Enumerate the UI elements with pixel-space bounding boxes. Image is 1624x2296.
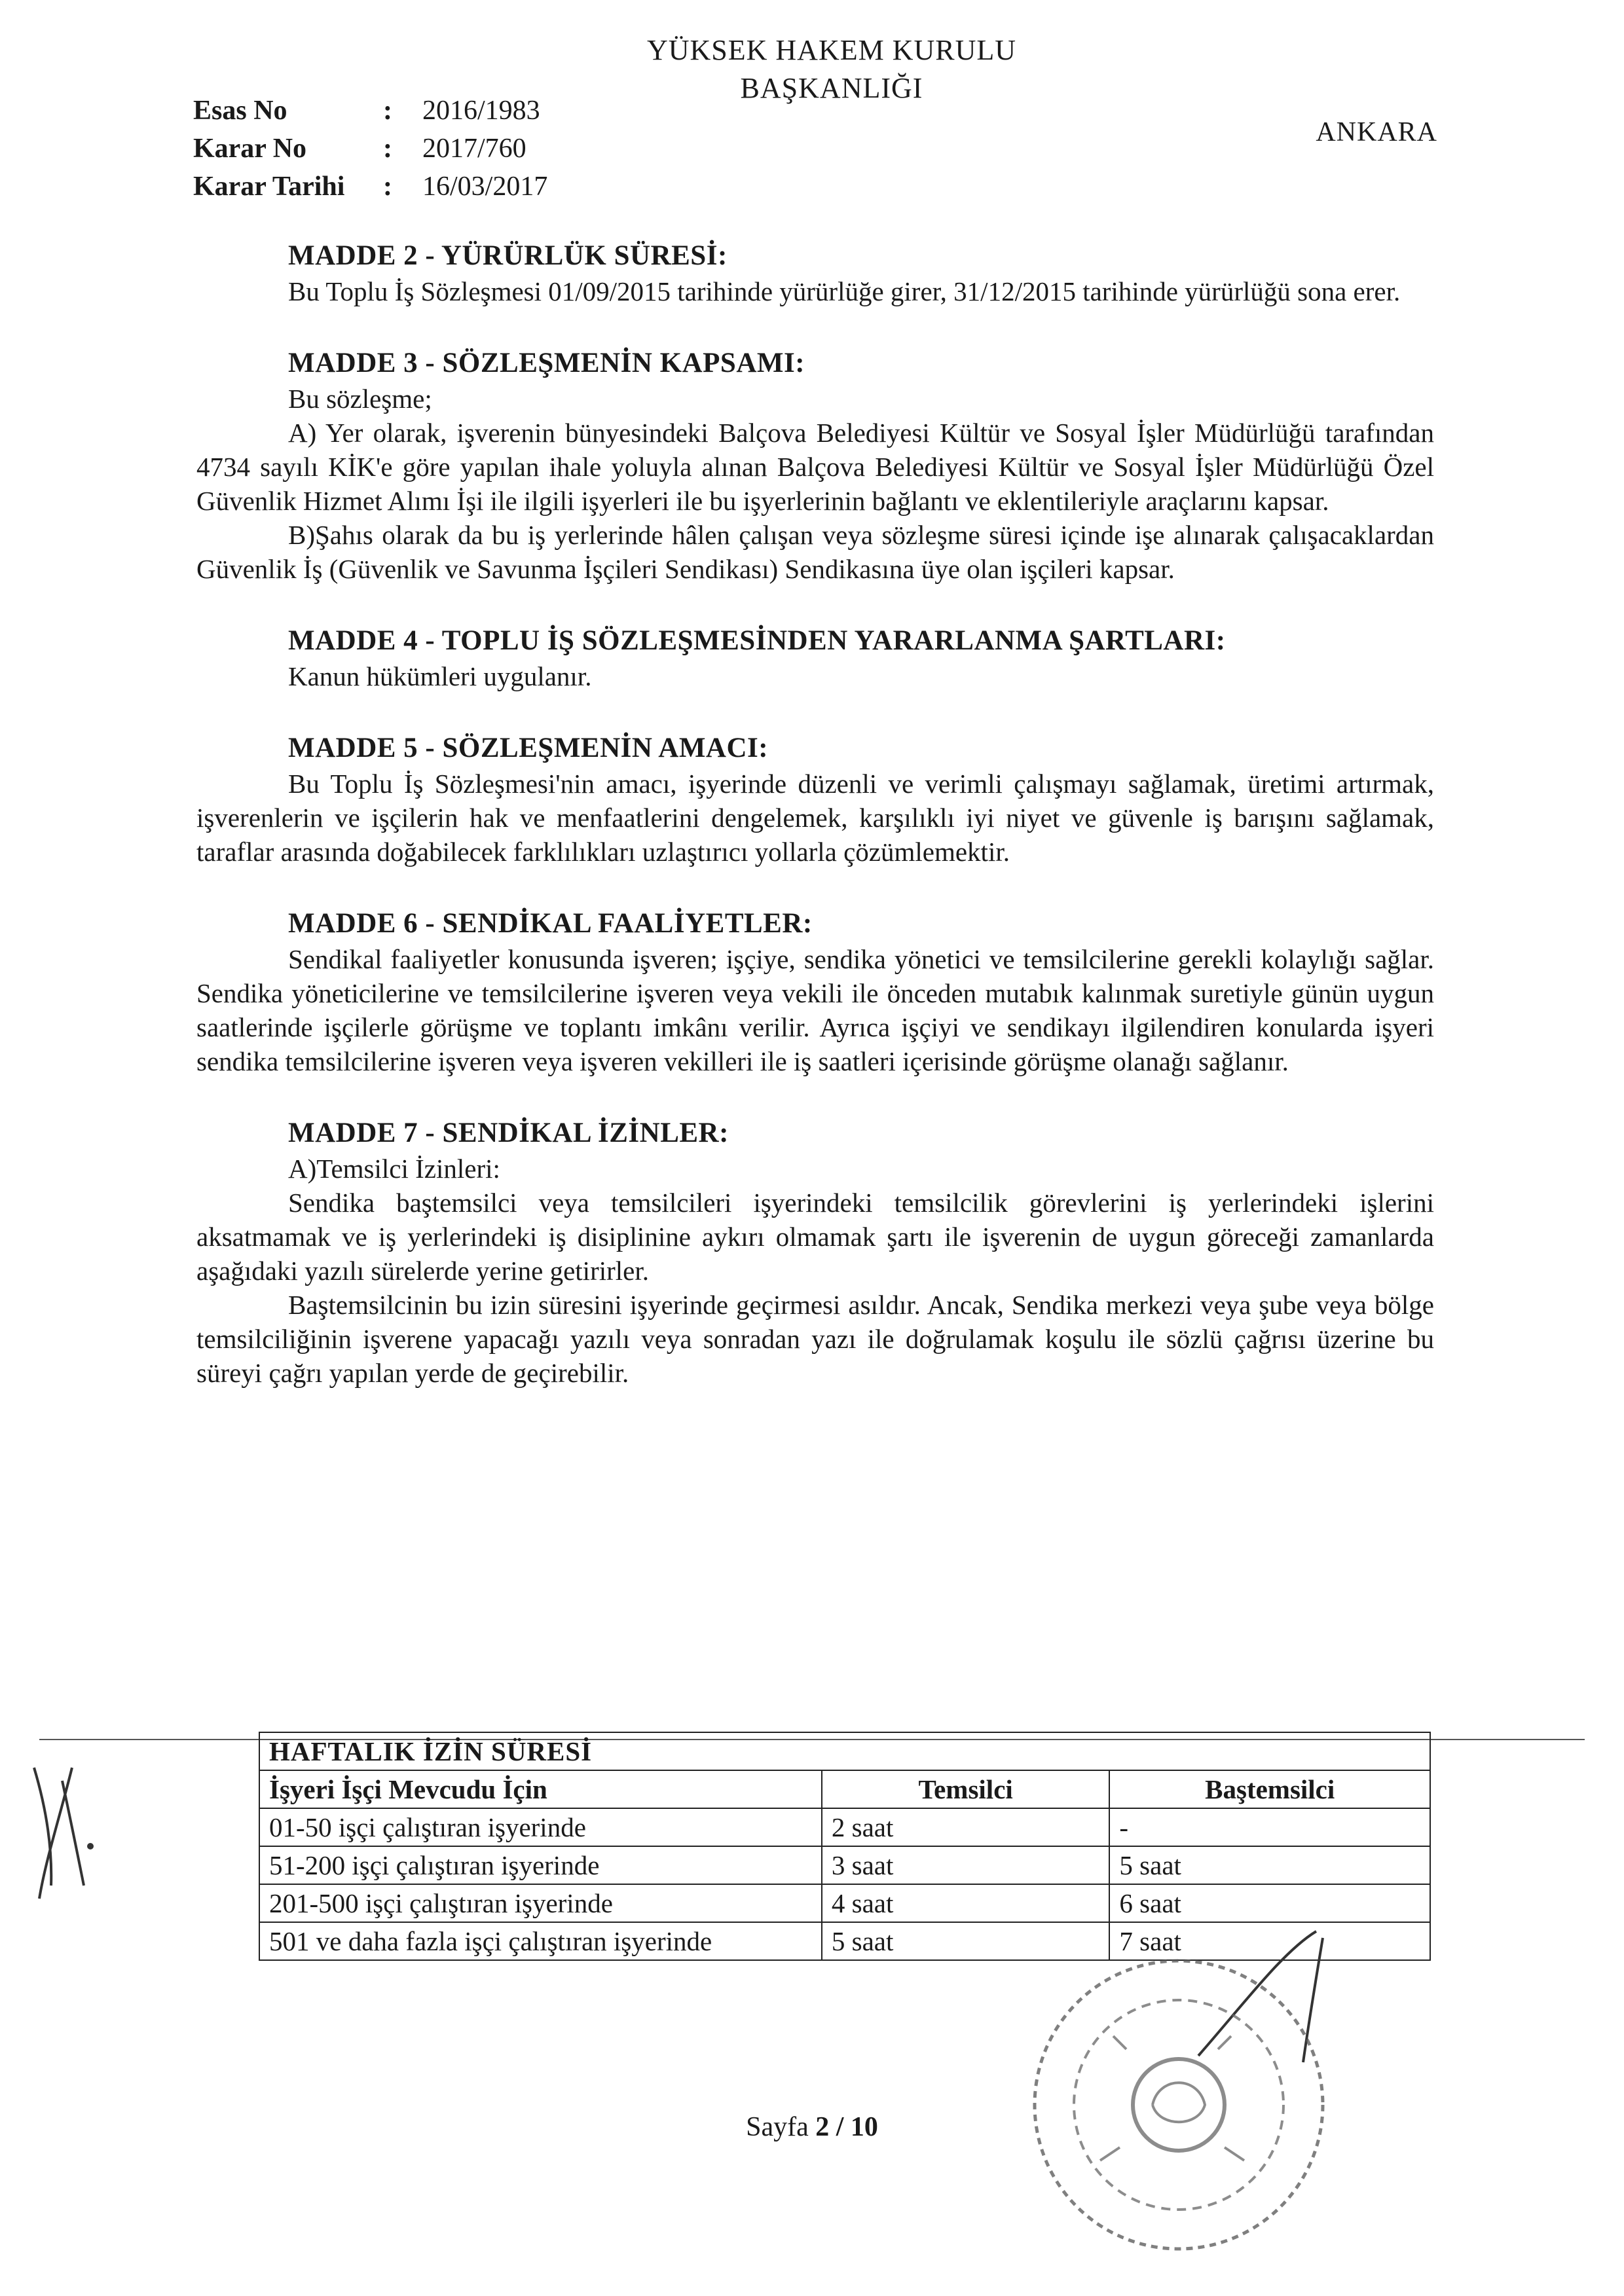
table-header-cell: İşyeri İşçi Mevcudu İçin xyxy=(259,1770,822,1808)
meta-row-tarih xyxy=(193,168,547,206)
page-footer xyxy=(0,2111,1624,2143)
table-cell: 6 saat xyxy=(1109,1884,1430,1922)
meta-row-karar xyxy=(193,130,547,168)
meta-key: Karar No xyxy=(193,134,307,164)
article-paragraph: Bu sözleşme; xyxy=(288,384,432,414)
table-cell: - xyxy=(1109,1808,1430,1846)
article-title: MADDE 3 - SÖZLEŞMENİN KAPSAMI: xyxy=(288,348,805,378)
article-title: MADDE 5 - SÖZLEŞMENİN AMACI: xyxy=(288,733,769,763)
table-cell: 201-500 işçi çalıştıran işyerinde xyxy=(259,1884,822,1922)
article-paragraph: Bu Toplu İş Sözleşmesi'nin amacı, işyerinde düzenli ve verimli çalışmayı sağlamak, üretimi artırmak, işverenlerin ve işçilerin hak ve menfaatlerini dengelemek, karşılıklı iyi niyet ve güvenle iş barışını sağlamak, taraflar arasında doğabilecek farklılıkları uzlaştırıcı yollarla çözümlemektir. xyxy=(196,769,1434,867)
meta-value: 2016/1983 xyxy=(422,96,540,126)
meta-value: 2017/760 xyxy=(422,134,526,164)
article-paragraph: Kanun hükümleri uygulanır. xyxy=(288,661,592,691)
meta-colon: : xyxy=(383,134,392,164)
meta-colon: : xyxy=(383,172,392,202)
official-seal-icon xyxy=(1035,1961,1323,2249)
table-cell: 7 saat xyxy=(1109,1922,1430,1960)
table-header-cell: Baştemsilci xyxy=(1109,1770,1430,1808)
article-7 xyxy=(196,1116,1434,1390)
page-number: 2 / 10 xyxy=(815,2112,878,2142)
issuer-line-1: YÜKSEK HAKEM KURULU xyxy=(646,34,1017,66)
article-paragraph: Bu Toplu İş Sözleşmesi 01/09/2015 tarihinde yürürlüğe girer, 31/12/2015 tarihinde yürürlüğü sona erer. xyxy=(288,276,1401,306)
article-paragraph: Sendikal faaliyetler konusunda işveren; işçiye, sendika yönetici ve temsilcilerine gerekli kolaylığı sağlar. Sendika yöneticilerine ve temsilcilerine işveren veya vekili ile önceden mutabık kalınmak suretiyle günün uygun saatlerinde işçilerle görüşme ve toplantı imkânı verilir. Ayrıca işçiyi ve sendikayı ilgilendiren konularda işyeri sendika temsilcilerine işveren veya işveren vekilleri ile iş saatleri içerisinde görüşme olanağı sağlanır. xyxy=(196,944,1434,1076)
meta-key: Karar Tarihi xyxy=(193,172,345,202)
margin-signature-icon xyxy=(34,1768,84,1899)
table-cell: 2 saat xyxy=(822,1808,1110,1846)
article-paragraph: Baştemsilcinin bu izin süresini işyerinde geçirmesi asıldır. Ancak, Sendika merkezi veya şube veya bölge temsilciliğinin işverene yapacağı yazılı veya sonradan yazı ile doğrulamak koşulu ile sözlü çağrısı üzerine bu süreyi çağrı yapılan yerde de geçirebilir. xyxy=(196,1290,1434,1388)
document-body xyxy=(196,239,1434,1428)
article-paragraph: B)Şahıs olarak da bu iş yerlerinde hâlen çalışan veya sözleşme süresi içinde işe alınarak çalışacaklardan Güvenlik İş (Güvenlik ve Savunma İşçileri Sendikası) Sendikasına üye olan işçileri kapsar. xyxy=(196,520,1434,584)
article-5 xyxy=(196,731,1434,869)
article-6 xyxy=(196,907,1434,1078)
article-paragraph: A)Temsilci İzinleri: xyxy=(288,1154,500,1184)
meta-colon: : xyxy=(383,96,392,126)
weekly-leave-table xyxy=(259,1732,1431,1961)
table-cell: 5 saat xyxy=(822,1922,1110,1960)
city-label: ANKARA xyxy=(1316,117,1437,147)
table-row xyxy=(259,1846,1430,1884)
table-row xyxy=(259,1922,1430,1960)
article-title: MADDE 6 - SENDİKAL FAALİYETLER: xyxy=(288,908,813,939)
article-title: MADDE 4 - TOPLU İŞ SÖZLEŞMESİNDEN YARARLANMA ŞARTLARI: xyxy=(288,625,1226,656)
table-title-row xyxy=(259,1732,1430,1770)
table-cell: 4 saat xyxy=(822,1884,1110,1922)
table-header-cell: Temsilci xyxy=(822,1770,1110,1808)
table-cell: 51-200 işçi çalıştıran işyerinde xyxy=(259,1846,822,1884)
case-metadata xyxy=(193,92,547,206)
article-title: MADDE 7 - SENDİKAL İZİNLER: xyxy=(288,1118,729,1148)
article-3 xyxy=(196,346,1434,586)
table-cell: 3 saat xyxy=(822,1846,1110,1884)
leave-table-wrapper xyxy=(259,1732,1431,1961)
article-title: MADDE 2 - YÜRÜRLÜK SÜRESİ: xyxy=(288,240,728,271)
article-2 xyxy=(196,239,1434,308)
meta-key: Esas No xyxy=(193,96,287,126)
issuer-line-2: BAŞKANLIĞI xyxy=(740,72,923,104)
table-row xyxy=(259,1808,1430,1846)
article-paragraph: Sendika baştemsilci veya temsilcileri işyerindeki temsilcilik görevlerini iş yerlerindeki işlerini aksatmamak ve iş yerlerindeki iş disiplinine aykırı olmamak şartı ile işverenin de uygun göreceği zamanlarda aşağıdaki yazılı sürelerde yerine getirirler. xyxy=(196,1188,1434,1286)
table-cell: 501 ve daha fazla işçi çalıştıran işyerinde xyxy=(259,1922,822,1960)
footer-prefix: Sayfa xyxy=(746,2112,816,2142)
table-header-row xyxy=(259,1770,1430,1808)
table-title: HAFTALIK İZİN SÜRESİ xyxy=(259,1732,1430,1770)
table-cell: 5 saat xyxy=(1109,1846,1430,1884)
issuer-header xyxy=(576,31,1087,107)
meta-value: 16/03/2017 xyxy=(422,172,548,202)
margin-dot-icon xyxy=(87,1843,94,1850)
meta-row-esas xyxy=(193,92,547,130)
table-row xyxy=(259,1884,1430,1922)
article-paragraph: A) Yer olarak, işverenin bünyesindeki Balçova Belediyesi Kültür ve Sosyal İşler Müdürlüğü tarafından 4734 sayılı KİK'e göre yapılan ihale yoluyla alınan Balçova Belediyesi Kültür ve Sosyal İşler Müdürlüğü Özel Güvenlik Hizmet Alımı İşi ile ilgili işyerleri ile bu işyerlerinin bağlantı ve eklentileriyle araçlarını kapsar. xyxy=(196,418,1434,516)
article-4 xyxy=(196,624,1434,693)
table-cell: 01-50 işçi çalıştıran işyerinde xyxy=(259,1808,822,1846)
